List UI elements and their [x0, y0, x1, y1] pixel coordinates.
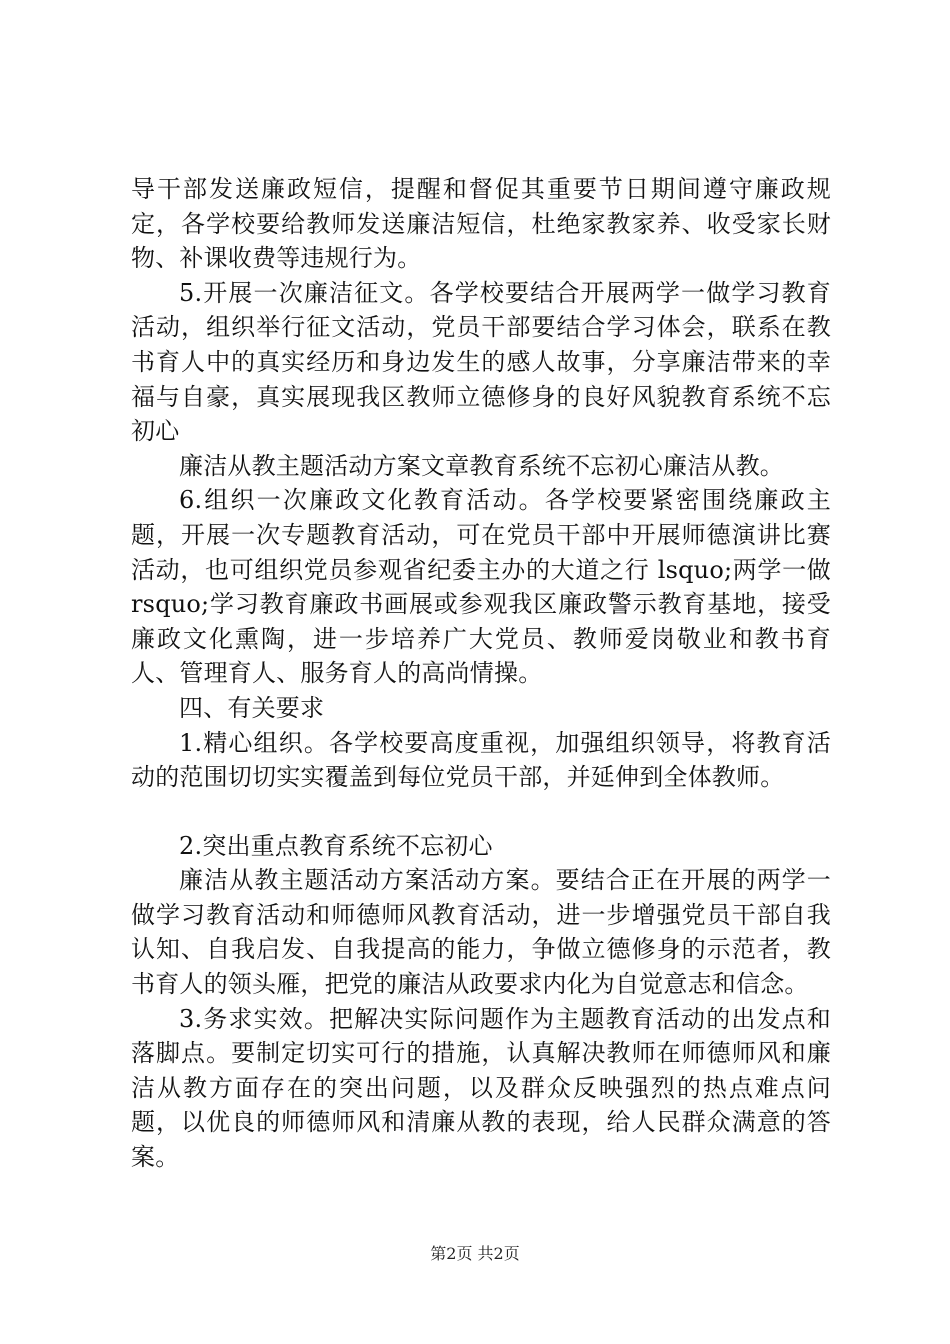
paragraph-title-repeat: 廉洁从教主题活动方案文章教育系统不忘初心廉洁从教。	[179, 451, 784, 480]
document-body	[131, 172, 831, 1175]
paragraph-requirement-3: 3.务求实效。把解决实际问题作为主题教育活动的出发点和落脚点。要制定切实可行的措施，认真解决教师在师德师风和廉洁从教方面存在的突出问题，以及群众反映强烈的热点难点问题，以优良的师德师风和清廉从教的表现，给人民群众满意的答案。	[131, 1004, 831, 1172]
paragraph-requirement-2-heading: 2.突出重点教育系统不忘初心	[179, 831, 493, 860]
paragraph-item-5: 5.开展一次廉洁征文。各学校要结合开展两学一做学习教育活动，组织举行征文活动，党员干部要结合学习体会，联系在教书育人中的真实经历和身边发生的感人故事，分享廉洁带来的幸福与自豪，真实展现我区教师立德修身的良好风貌教育系统不忘初心	[131, 278, 831, 446]
section-heading-requirements: 四、有关要求	[179, 693, 325, 722]
paragraph-continuation: 导干部发送廉政短信，提醒和督促其重要节日期间遵守廉政规定，各学校要给教师发送廉洁短信，杜绝家教家养、收受家长财物、补课收费等违规行为。	[131, 175, 831, 273]
paragraph-gap	[131, 795, 831, 829]
paragraph-requirement-2-body: 廉洁从教主题活动方案活动方案。要结合正在开展的两学一做学习教育活动和师德师风教育活动，进一步增强党员干部自我认知、自我启发、自我提高的能力，争做立德修身的示范者，教书育人的领头雁，把党的廉洁从政要求内化为自觉意志和信念。	[131, 866, 831, 999]
page-number-footer: 第2页 共2页	[430, 1244, 520, 1263]
paragraph-requirement-1: 1.精心组织。各学校要高度重视，加强组织领导，将教育活动的范围切切实实覆盖到每位党员干部，并延伸到全体教师。	[131, 728, 831, 792]
paragraph-item-6: 6.组织一次廉政文化教育活动。各学校要紧密围绕廉政主题，开展一次专题教育活动，可在党员干部中开展师德演讲比赛活动，也可组织党员参观省纪委主办的大道之行 lsquo;两学一做 rsquo;学习教育廉政书画展或参观我区廉政警示教育基地，接受廉政文化熏陶，进一步培养广大党员、教师爱岗敬业和教书育人、管理育人、服务育人的高尚情操。	[131, 486, 831, 688]
